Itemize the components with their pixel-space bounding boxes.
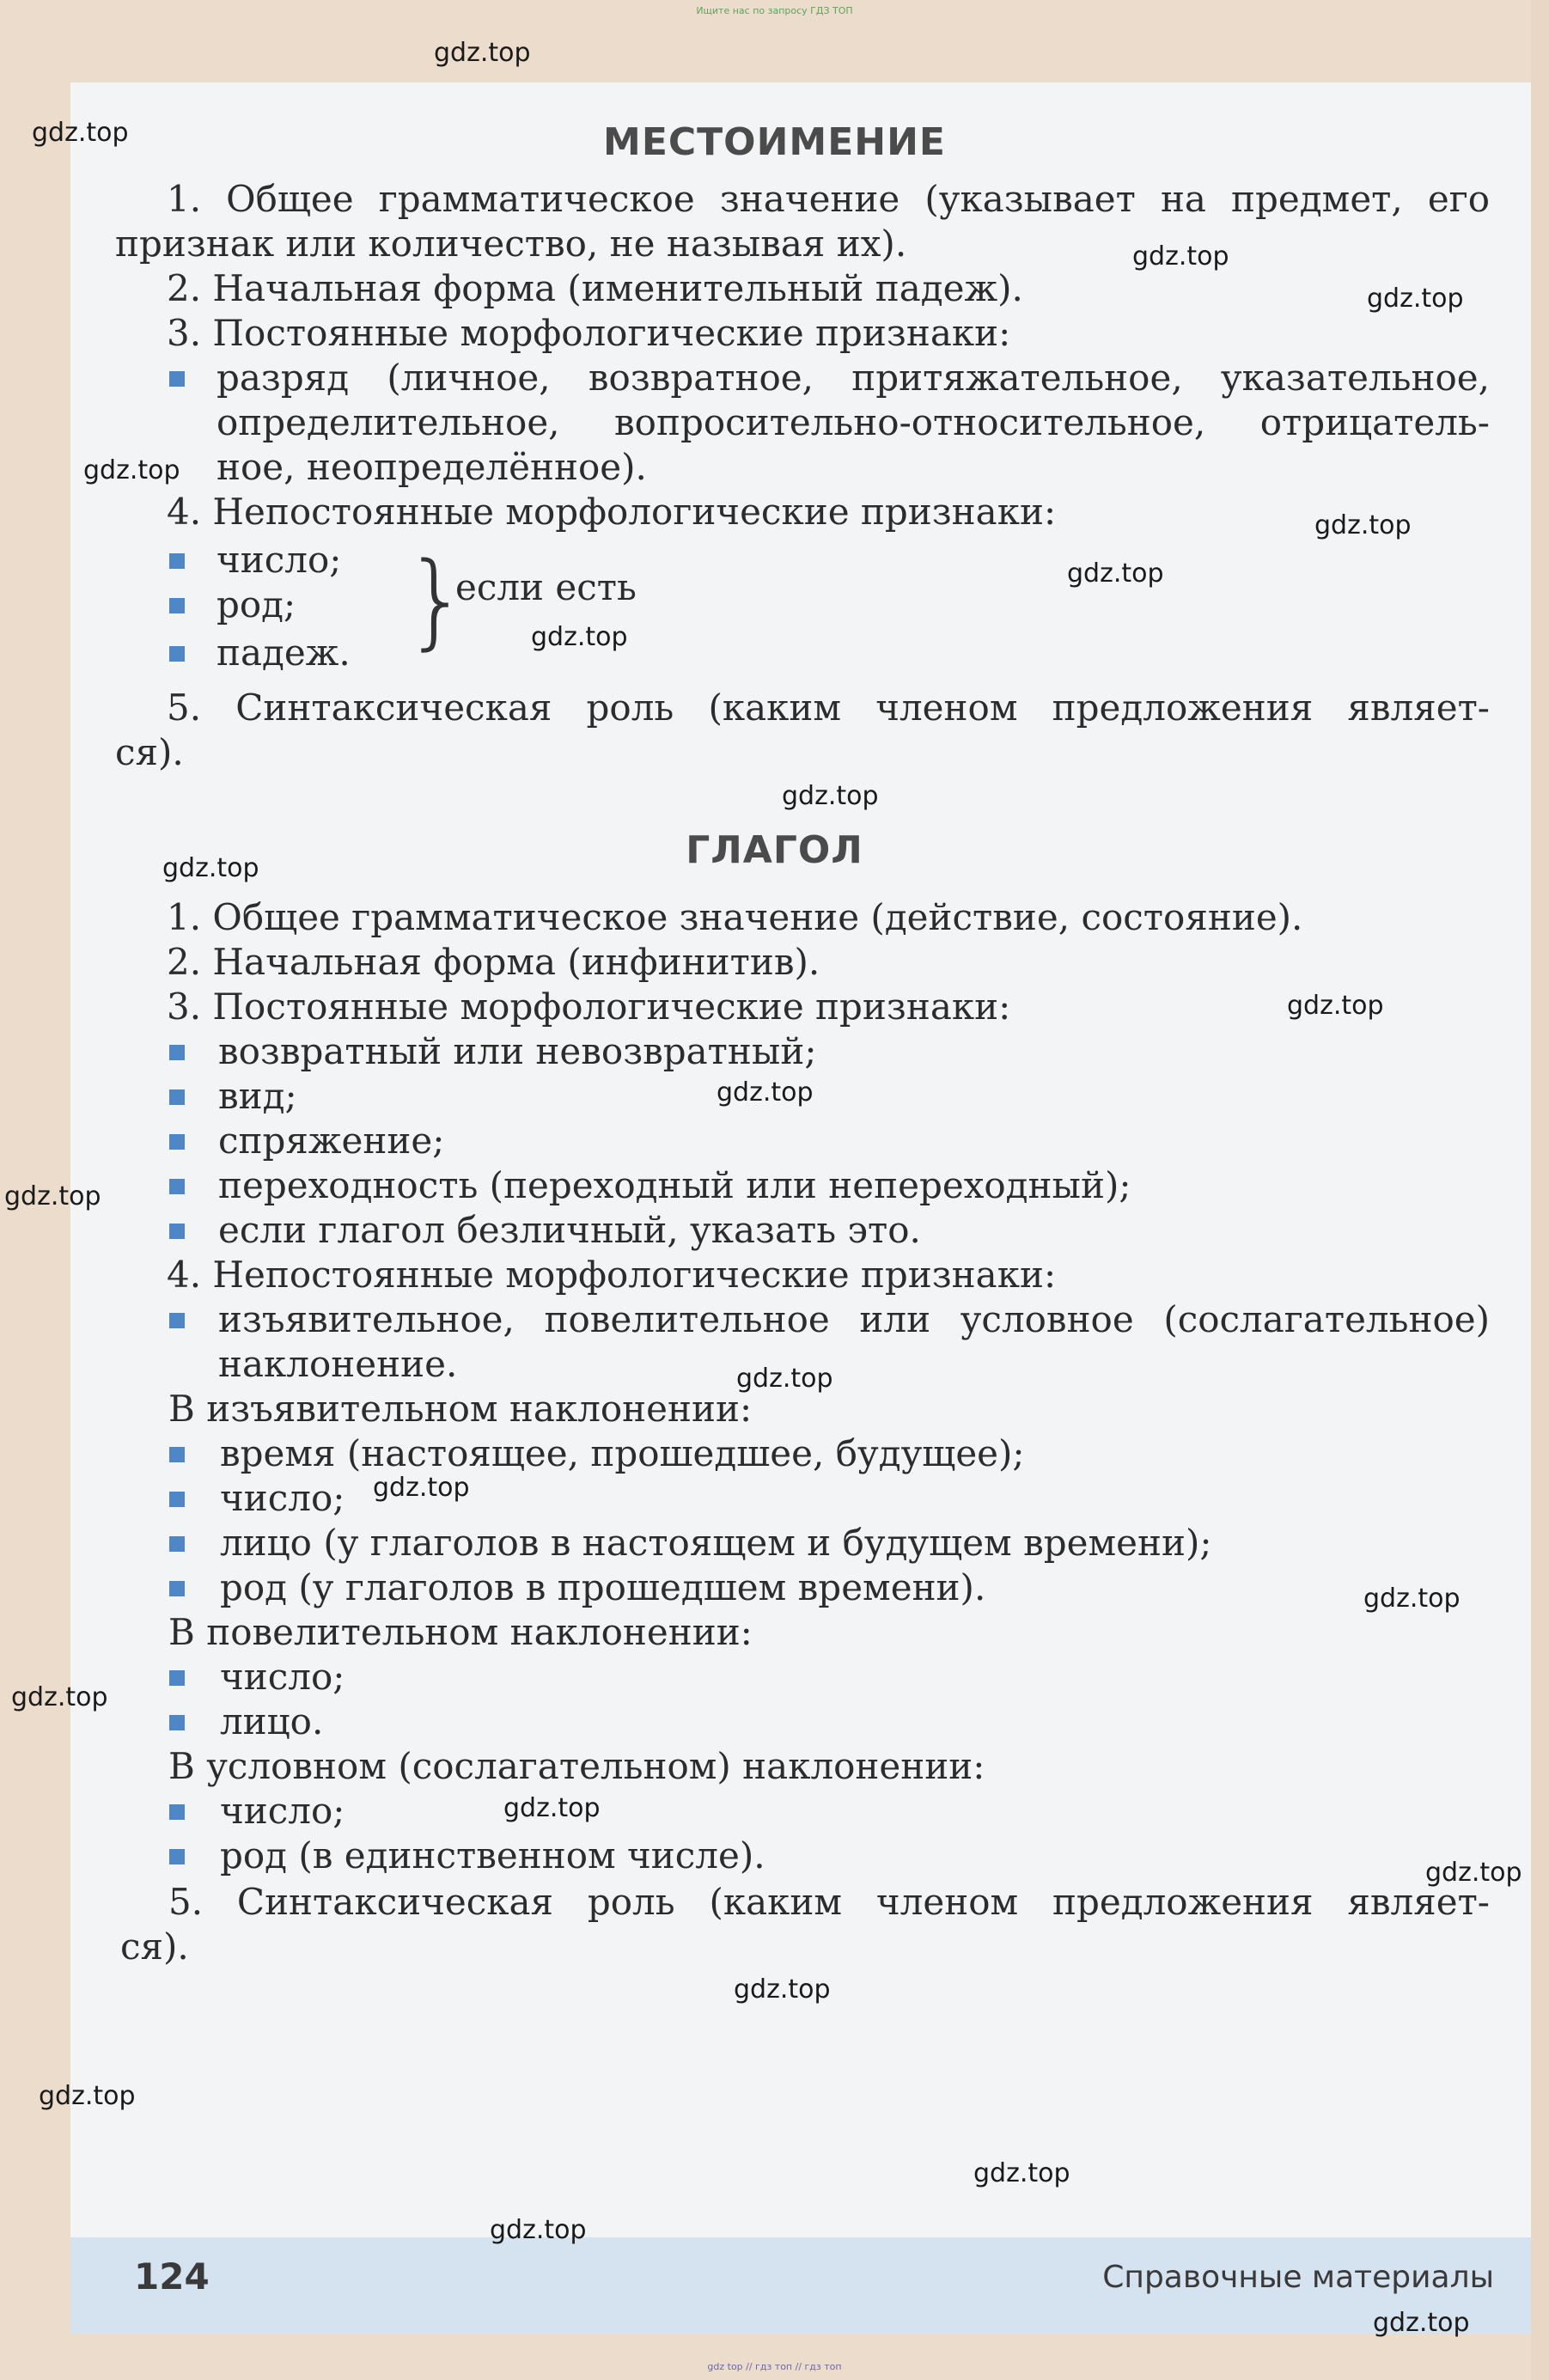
indicative-number: число; [220, 1477, 345, 1519]
indicative-tense: время (настоящее, прошедшее, будущее); [220, 1432, 1025, 1474]
section-heading-verb: ГЛАГОЛ [686, 828, 863, 872]
bullet-marker [169, 1089, 185, 1105]
pronoun-category-line-3: ное, неопределённое). [216, 446, 647, 488]
watermark: gdz.top [373, 1473, 470, 1503]
watermark: gdz.top [1373, 2308, 1470, 2338]
bottom-banner[interactable]: gdz top // гдз топ // гдз топ [707, 2361, 842, 2372]
bullet-marker [169, 1224, 185, 1239]
footer-section-title: Справочные материалы [1102, 2260, 1494, 2295]
bullet-marker [169, 1313, 185, 1328]
verb-item-1: 1. Общее грамматическое значение (действие, состояние). [167, 896, 1303, 938]
conditional-number: число; [220, 1790, 345, 1832]
imperative-mood-heading: В повелительном наклонении: [168, 1611, 753, 1653]
pronoun-item-2: 2. Начальная форма (именительный падеж). [167, 267, 1023, 309]
conditional-mood-heading: В условном (сослагательном) наклонении: [168, 1745, 985, 1787]
verb-impersonal: если глагол безличный, указать это. [218, 1209, 921, 1251]
watermark: gdz.top [162, 853, 259, 883]
verb-transitivity: переходность (переходный или непереходный); [218, 1164, 1131, 1206]
watermark: gdz.top [973, 2158, 1070, 2188]
verb-item-3: 3. Постоянные морфологические признаки: [167, 986, 1011, 1028]
bullet-marker [169, 1492, 185, 1507]
watermark: gdz.top [531, 622, 628, 652]
pronoun-feature-case: падеж. [216, 632, 351, 674]
verb-item-4: 4. Непостоянные морфологические признаки: [167, 1254, 1057, 1296]
watermark: gdz.top [1287, 991, 1384, 1021]
verb-item-2: 2. Начальная форма (инфинитив). [167, 941, 820, 983]
bullet-marker [169, 1134, 185, 1150]
pronoun-item-4: 4. Непостоянные морфологические признаки: [167, 491, 1057, 533]
bullet-marker [169, 371, 185, 387]
watermark: gdz.top [83, 455, 180, 485]
bullet-marker [169, 646, 185, 662]
watermark: gdz.top [1067, 558, 1164, 589]
page-number: 124 [134, 2255, 210, 2298]
watermark: gdz.top [782, 781, 879, 811]
bullet-marker [169, 1804, 185, 1820]
watermark: gdz.top [1367, 284, 1464, 314]
watermark: gdz.top [734, 1974, 831, 2005]
verb-aspect: вид; [218, 1075, 297, 1117]
pronoun-item-1-cont: признак или количество, не называя их). [115, 223, 907, 265]
pronoun-item-5-cont: ся). [115, 731, 184, 773]
brace-note: если есть [455, 566, 637, 608]
watermark: gdz.top [32, 118, 129, 148]
conditional-gender: род (в единственном числе). [220, 1834, 765, 1877]
section-heading-pronoun: МЕСТОИМЕНИЕ [603, 120, 946, 164]
watermark: gdz.top [503, 1793, 601, 1823]
bullet-marker [169, 1536, 185, 1552]
imperative-number: число; [220, 1656, 345, 1698]
bullet-marker [169, 1179, 185, 1194]
verb-reflexive: возвратный или невозвратный; [218, 1030, 817, 1072]
bullet-marker [169, 1447, 185, 1462]
watermark: gdz.top [1314, 510, 1412, 540]
pronoun-item-3: 3. Постоянные морфологические признаки: [167, 312, 1011, 354]
curly-brace-icon: } [404, 541, 470, 661]
watermark: gdz.top [11, 1682, 108, 1712]
pronoun-feature-gender: род; [216, 583, 296, 626]
pronoun-category-line-2: определительное, вопросительно-относительное, отрицатель- [216, 401, 1490, 443]
watermark: gdz.top [1425, 1858, 1522, 1888]
indicative-gender: род (у глаголов в прошедшем времени). [220, 1566, 986, 1608]
watermark: gdz.top [39, 2081, 136, 2111]
watermark: gdz.top [736, 1364, 833, 1394]
pronoun-item-5: 5. Синтаксическая роль (каким членом предложения являет- [167, 687, 1490, 729]
verb-mood-line-1: изъявительное, повелительное или условное (сослагательное) [218, 1298, 1490, 1340]
page-edge [1531, 0, 1549, 2380]
bullet-marker [169, 1715, 185, 1730]
pronoun-category-line-1: разряд (личное, возвратное, притяжательное, указательное, [216, 357, 1490, 399]
imperative-person: лицо. [220, 1700, 324, 1742]
bullet-marker [169, 598, 185, 613]
watermark: gdz.top [434, 38, 531, 68]
indicative-person: лицо (у глаголов в настоящем и будущем времени); [220, 1522, 1212, 1564]
bullet-marker [169, 1581, 185, 1596]
verb-item-5-cont: ся). [120, 1925, 189, 1968]
watermark: gdz.top [717, 1077, 814, 1108]
bullet-marker [169, 1849, 185, 1864]
watermark: gdz.top [1132, 241, 1229, 272]
watermark: gdz.top [1363, 1584, 1461, 1614]
watermark: gdz.top [4, 1181, 101, 1211]
verb-mood-line-2: наклонение. [218, 1343, 458, 1385]
indicative-mood-heading: В изъявительном наклонении: [168, 1388, 753, 1430]
top-banner[interactable]: Ищите нас по запросу ГДЗ ТОП [696, 5, 853, 16]
verb-conjugation: спряжение; [218, 1120, 445, 1162]
bullet-marker [169, 1045, 185, 1060]
pronoun-feature-number: число; [216, 539, 342, 581]
bullet-marker [169, 553, 185, 569]
verb-item-5: 5. Синтаксическая роль (каким членом предложения являет- [168, 1881, 1490, 1923]
pronoun-item-1: 1. Общее грамматическое значение (указывает на предмет, его [167, 178, 1490, 220]
bullet-marker [169, 1670, 185, 1686]
watermark: gdz.top [490, 2215, 587, 2245]
